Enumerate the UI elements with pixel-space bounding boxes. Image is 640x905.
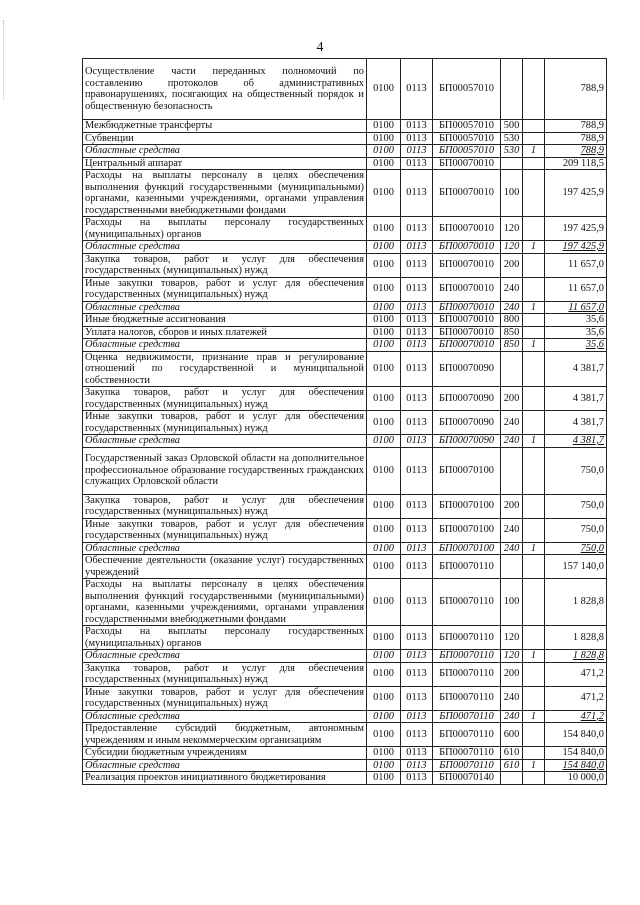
row-section: 0100 [367, 217, 401, 241]
row-amount: 1 828,8 [545, 626, 607, 650]
row-funding-source [523, 518, 545, 542]
row-subsection: 0113 [401, 555, 433, 579]
row-subsection: 0113 [401, 170, 433, 217]
row-expense-type: 500 [501, 120, 523, 133]
row-amount: 154 840,0 [545, 723, 607, 747]
row-expense-type: 200 [501, 253, 523, 277]
table-row [83, 772, 607, 785]
table-row [83, 662, 607, 686]
table-row [83, 686, 607, 710]
row-funding-source [523, 411, 545, 435]
row-name: Областные средства [83, 710, 367, 723]
row-subsection: 0113 [401, 145, 433, 158]
row-amount: 197 425,9 [545, 241, 607, 254]
row-target-code: БП00070010 [433, 301, 501, 314]
row-expense-type [501, 555, 523, 579]
row-funding-source [523, 747, 545, 760]
row-subsection: 0113 [401, 326, 433, 339]
row-target-code: БП00070110 [433, 759, 501, 772]
row-section: 0100 [367, 411, 401, 435]
row-funding-source [523, 157, 545, 170]
page-number: 4 [316, 40, 324, 55]
row-target-code: БП00070010 [433, 339, 501, 352]
row-expense-type: 240 [501, 277, 523, 301]
row-name: Областные средства [83, 145, 367, 158]
row-expense-type: 530 [501, 132, 523, 145]
row-expense-type: 240 [501, 710, 523, 723]
row-funding-source: 1 [523, 650, 545, 663]
budget-table [82, 58, 607, 785]
row-subsection: 0113 [401, 120, 433, 133]
table-row [83, 314, 607, 327]
row-target-code: БП00070110 [433, 650, 501, 663]
row-target-code: БП00057010 [433, 120, 501, 133]
row-subsection: 0113 [401, 710, 433, 723]
row-expense-type: 800 [501, 314, 523, 327]
row-target-code: БП00070010 [433, 326, 501, 339]
row-subsection: 0113 [401, 435, 433, 448]
row-section: 0100 [367, 132, 401, 145]
row-amount: 154 840,0 [545, 747, 607, 760]
row-funding-source [523, 59, 545, 120]
row-funding-source [523, 494, 545, 518]
row-amount: 471,2 [545, 662, 607, 686]
row-funding-source [523, 662, 545, 686]
table-row [83, 241, 607, 254]
row-target-code: БП00070110 [433, 626, 501, 650]
row-funding-source: 1 [523, 301, 545, 314]
row-funding-source [523, 217, 545, 241]
row-section: 0100 [367, 626, 401, 650]
row-target-code: БП00070110 [433, 579, 501, 626]
row-amount: 471,2 [545, 686, 607, 710]
row-target-code: БП00070090 [433, 387, 501, 411]
row-section: 0100 [367, 387, 401, 411]
row-target-code: БП00070010 [433, 217, 501, 241]
row-subsection: 0113 [401, 759, 433, 772]
row-section: 0100 [367, 447, 401, 494]
row-section: 0100 [367, 59, 401, 120]
row-expense-type: 100 [501, 579, 523, 626]
table-row [83, 157, 607, 170]
row-section: 0100 [367, 494, 401, 518]
row-section: 0100 [367, 555, 401, 579]
row-section: 0100 [367, 145, 401, 158]
row-name: Закупка товаров, работ и услуг для обеспечения государственных (муниципальных) нужд [83, 387, 367, 411]
row-expense-type: 200 [501, 494, 523, 518]
table-row [83, 435, 607, 448]
row-subsection: 0113 [401, 217, 433, 241]
row-name: Уплата налогов, сборов и иных платежей [83, 326, 367, 339]
row-target-code: БП00070100 [433, 542, 501, 555]
row-expense-type: 200 [501, 387, 523, 411]
row-funding-source: 1 [523, 542, 545, 555]
row-section: 0100 [367, 301, 401, 314]
row-subsection: 0113 [401, 387, 433, 411]
table-row [83, 759, 607, 772]
row-section: 0100 [367, 650, 401, 663]
row-expense-type: 200 [501, 662, 523, 686]
table-row [83, 447, 607, 494]
row-subsection: 0113 [401, 626, 433, 650]
row-amount: 1 828,8 [545, 579, 607, 626]
row-section: 0100 [367, 723, 401, 747]
row-target-code: БП00070090 [433, 435, 501, 448]
row-funding-source [523, 772, 545, 785]
row-subsection: 0113 [401, 157, 433, 170]
row-expense-type [501, 59, 523, 120]
row-subsection: 0113 [401, 277, 433, 301]
row-expense-type: 120 [501, 650, 523, 663]
row-subsection: 0113 [401, 542, 433, 555]
row-subsection: 0113 [401, 132, 433, 145]
table-row [83, 59, 607, 120]
row-target-code: БП00070100 [433, 447, 501, 494]
table-row [83, 579, 607, 626]
row-name: Закупка товаров, работ и услуг для обеспечения государственных (муниципальных) нужд [83, 662, 367, 686]
row-funding-source [523, 555, 545, 579]
row-name: Иные закупки товаров, работ и услуг для обеспечения государственных (муниципальных) нужд [83, 411, 367, 435]
row-funding-source [523, 447, 545, 494]
row-name: Расходы на выплаты персоналу в целях обеспечения выполнения функций государственными (муниципальными) органами, казенными учреждениями, органами управления государственными внебюджетными фондами [83, 170, 367, 217]
table-row [83, 518, 607, 542]
row-name: Иные бюджетные ассигнования [83, 314, 367, 327]
row-name: Расходы на выплаты персоналу государственных (муниципальных) органов [83, 626, 367, 650]
row-amount: 4 381,7 [545, 387, 607, 411]
row-name: Областные средства [83, 241, 367, 254]
row-target-code: БП00070010 [433, 241, 501, 254]
row-amount: 4 381,7 [545, 435, 607, 448]
row-amount: 1 828,8 [545, 650, 607, 663]
row-amount: 35,6 [545, 326, 607, 339]
table-row [83, 542, 607, 555]
row-target-code: БП00070010 [433, 157, 501, 170]
row-subsection: 0113 [401, 59, 433, 120]
row-target-code: БП00070010 [433, 253, 501, 277]
row-subsection: 0113 [401, 301, 433, 314]
row-target-code: БП00070100 [433, 494, 501, 518]
row-section: 0100 [367, 339, 401, 352]
row-amount: 788,9 [545, 59, 607, 120]
row-section: 0100 [367, 253, 401, 277]
table-row [83, 710, 607, 723]
row-section: 0100 [367, 772, 401, 785]
row-section: 0100 [367, 435, 401, 448]
row-expense-type: 240 [501, 542, 523, 555]
row-name: Реализация проектов инициативного бюджетирования [83, 772, 367, 785]
row-expense-type: 850 [501, 339, 523, 352]
row-funding-source [523, 626, 545, 650]
table-row [83, 494, 607, 518]
row-amount: 197 425,9 [545, 170, 607, 217]
row-name: Центральный аппарат [83, 157, 367, 170]
row-name: Оценка недвижимости, признание прав и регулирование отношений по государственной и муниципальной собственности [83, 351, 367, 387]
table-row [83, 301, 607, 314]
row-amount: 11 657,0 [545, 277, 607, 301]
row-expense-type [501, 157, 523, 170]
table-row [83, 626, 607, 650]
row-subsection: 0113 [401, 314, 433, 327]
row-target-code: БП00057010 [433, 132, 501, 145]
row-target-code: БП00070090 [433, 351, 501, 387]
row-target-code: БП00070100 [433, 518, 501, 542]
row-name: Обеспечение деятельности (оказание услуг) государственных учреждений [83, 555, 367, 579]
row-expense-type: 240 [501, 301, 523, 314]
table-row [83, 120, 607, 133]
row-name: Иные закупки товаров, работ и услуг для обеспечения государственных (муниципальных) нужд [83, 686, 367, 710]
row-subsection: 0113 [401, 579, 433, 626]
table-row [83, 747, 607, 760]
row-section: 0100 [367, 157, 401, 170]
row-subsection: 0113 [401, 686, 433, 710]
row-subsection: 0113 [401, 253, 433, 277]
row-name: Закупка товаров, работ и услуг для обеспечения государственных (муниципальных) нужд [83, 494, 367, 518]
row-subsection: 0113 [401, 351, 433, 387]
row-expense-type: 850 [501, 326, 523, 339]
row-target-code: БП00070090 [433, 411, 501, 435]
row-expense-type: 240 [501, 411, 523, 435]
row-subsection: 0113 [401, 772, 433, 785]
row-section: 0100 [367, 747, 401, 760]
row-expense-type [501, 447, 523, 494]
row-target-code: БП00070110 [433, 662, 501, 686]
row-subsection: 0113 [401, 723, 433, 747]
row-funding-source [523, 351, 545, 387]
row-funding-source [523, 170, 545, 217]
row-name: Иные закупки товаров, работ и услуг для обеспечения государственных (муниципальных) нужд [83, 518, 367, 542]
row-amount: 157 140,0 [545, 555, 607, 579]
row-section: 0100 [367, 518, 401, 542]
row-target-code: БП00070110 [433, 555, 501, 579]
row-section: 0100 [367, 579, 401, 626]
row-name: Субсидии бюджетным учреждениям [83, 747, 367, 760]
row-section: 0100 [367, 326, 401, 339]
row-subsection: 0113 [401, 241, 433, 254]
table-row [83, 277, 607, 301]
row-section: 0100 [367, 241, 401, 254]
row-target-code: БП00070010 [433, 170, 501, 217]
row-amount: 788,9 [545, 132, 607, 145]
row-amount: 750,0 [545, 447, 607, 494]
row-funding-source [523, 253, 545, 277]
row-subsection: 0113 [401, 447, 433, 494]
row-section: 0100 [367, 710, 401, 723]
table-row [83, 351, 607, 387]
row-section: 0100 [367, 759, 401, 772]
row-name: Субвенции [83, 132, 367, 145]
row-expense-type: 120 [501, 241, 523, 254]
table-row [83, 326, 607, 339]
row-amount: 471,2 [545, 710, 607, 723]
table-row [83, 253, 607, 277]
table-row [83, 170, 607, 217]
row-amount: 35,6 [545, 314, 607, 327]
row-subsection: 0113 [401, 339, 433, 352]
row-target-code: БП00070110 [433, 723, 501, 747]
row-amount: 10 000,0 [545, 772, 607, 785]
row-subsection: 0113 [401, 518, 433, 542]
row-funding-source [523, 579, 545, 626]
scan-margin-marks [3, 20, 8, 100]
row-expense-type: 610 [501, 759, 523, 772]
row-section: 0100 [367, 662, 401, 686]
row-expense-type [501, 351, 523, 387]
row-amount: 209 118,5 [545, 157, 607, 170]
row-name: Областные средства [83, 339, 367, 352]
row-expense-type: 610 [501, 747, 523, 760]
row-funding-source [523, 277, 545, 301]
row-expense-type: 120 [501, 626, 523, 650]
row-expense-type: 240 [501, 686, 523, 710]
row-funding-source [523, 387, 545, 411]
row-name: Областные средства [83, 650, 367, 663]
row-section: 0100 [367, 120, 401, 133]
budget-table-body [83, 59, 607, 785]
row-amount: 788,9 [545, 145, 607, 158]
table-row [83, 650, 607, 663]
row-expense-type: 530 [501, 145, 523, 158]
row-expense-type: 240 [501, 435, 523, 448]
row-funding-source: 1 [523, 145, 545, 158]
row-funding-source [523, 314, 545, 327]
row-target-code: БП00070110 [433, 747, 501, 760]
row-name: Межбюджетные трансферты [83, 120, 367, 133]
row-name: Областные средства [83, 759, 367, 772]
row-funding-source [523, 120, 545, 133]
row-section: 0100 [367, 314, 401, 327]
row-name: Областные средства [83, 301, 367, 314]
row-expense-type: 100 [501, 170, 523, 217]
row-amount: 750,0 [545, 518, 607, 542]
table-row [83, 339, 607, 352]
row-amount: 750,0 [545, 542, 607, 555]
row-name: Областные средства [83, 542, 367, 555]
row-target-code: БП00070010 [433, 277, 501, 301]
row-name: Закупка товаров, работ и услуг для обеспечения государственных (муниципальных) нужд [83, 253, 367, 277]
row-section: 0100 [367, 277, 401, 301]
row-subsection: 0113 [401, 650, 433, 663]
row-section: 0100 [367, 542, 401, 555]
row-amount: 197 425,9 [545, 217, 607, 241]
row-amount: 750,0 [545, 494, 607, 518]
row-name: Расходы на выплаты персоналу государственных (муниципальных) органов [83, 217, 367, 241]
row-subsection: 0113 [401, 494, 433, 518]
table-row [83, 145, 607, 158]
row-funding-source: 1 [523, 759, 545, 772]
row-amount: 11 657,0 [545, 301, 607, 314]
row-name: Областные средства [83, 435, 367, 448]
row-funding-source [523, 723, 545, 747]
row-section: 0100 [367, 351, 401, 387]
row-funding-source [523, 326, 545, 339]
row-amount: 11 657,0 [545, 253, 607, 277]
row-funding-source [523, 686, 545, 710]
row-target-code: БП00070140 [433, 772, 501, 785]
row-target-code: БП00070110 [433, 710, 501, 723]
row-name: Расходы на выплаты персоналу в целях обеспечения выполнения функций государственными (муниципальными) органами, казенными учреждениями, органами управления государственными внебюджетными фондами [83, 579, 367, 626]
row-expense-type: 240 [501, 518, 523, 542]
row-name: Государственный заказ Орловской области на дополнительное профессиональное образование государственных гражданских служащих Орловской области [83, 447, 367, 494]
row-subsection: 0113 [401, 411, 433, 435]
row-amount: 788,9 [545, 120, 607, 133]
row-funding-source: 1 [523, 435, 545, 448]
row-target-code: БП00057010 [433, 59, 501, 120]
table-row [83, 723, 607, 747]
row-funding-source: 1 [523, 339, 545, 352]
table-row [83, 387, 607, 411]
row-expense-type [501, 772, 523, 785]
row-amount: 35,6 [545, 339, 607, 352]
row-expense-type: 600 [501, 723, 523, 747]
row-name: Предоставление субсидий бюджетным, автономным учреждениям и иным некоммерческим организациям [83, 723, 367, 747]
row-section: 0100 [367, 686, 401, 710]
row-funding-source [523, 132, 545, 145]
row-target-code: БП00070010 [433, 314, 501, 327]
row-funding-source: 1 [523, 710, 545, 723]
row-target-code: БП00070110 [433, 686, 501, 710]
row-expense-type: 120 [501, 217, 523, 241]
row-amount: 4 381,7 [545, 351, 607, 387]
row-section: 0100 [367, 170, 401, 217]
row-subsection: 0113 [401, 662, 433, 686]
row-amount: 154 840,0 [545, 759, 607, 772]
table-row [83, 217, 607, 241]
row-funding-source: 1 [523, 241, 545, 254]
row-subsection: 0113 [401, 747, 433, 760]
row-target-code: БП00057010 [433, 145, 501, 158]
row-amount: 4 381,7 [545, 411, 607, 435]
row-name: Иные закупки товаров, работ и услуг для обеспечения государственных (муниципальных) нужд [83, 277, 367, 301]
row-name: Осуществление части переданных полномочий по составлению протоколов об административных правонарушениях, посягающих на общественный порядок и общественную безопасность [83, 59, 367, 120]
table-row [83, 132, 607, 145]
table-row [83, 555, 607, 579]
table-row [83, 411, 607, 435]
